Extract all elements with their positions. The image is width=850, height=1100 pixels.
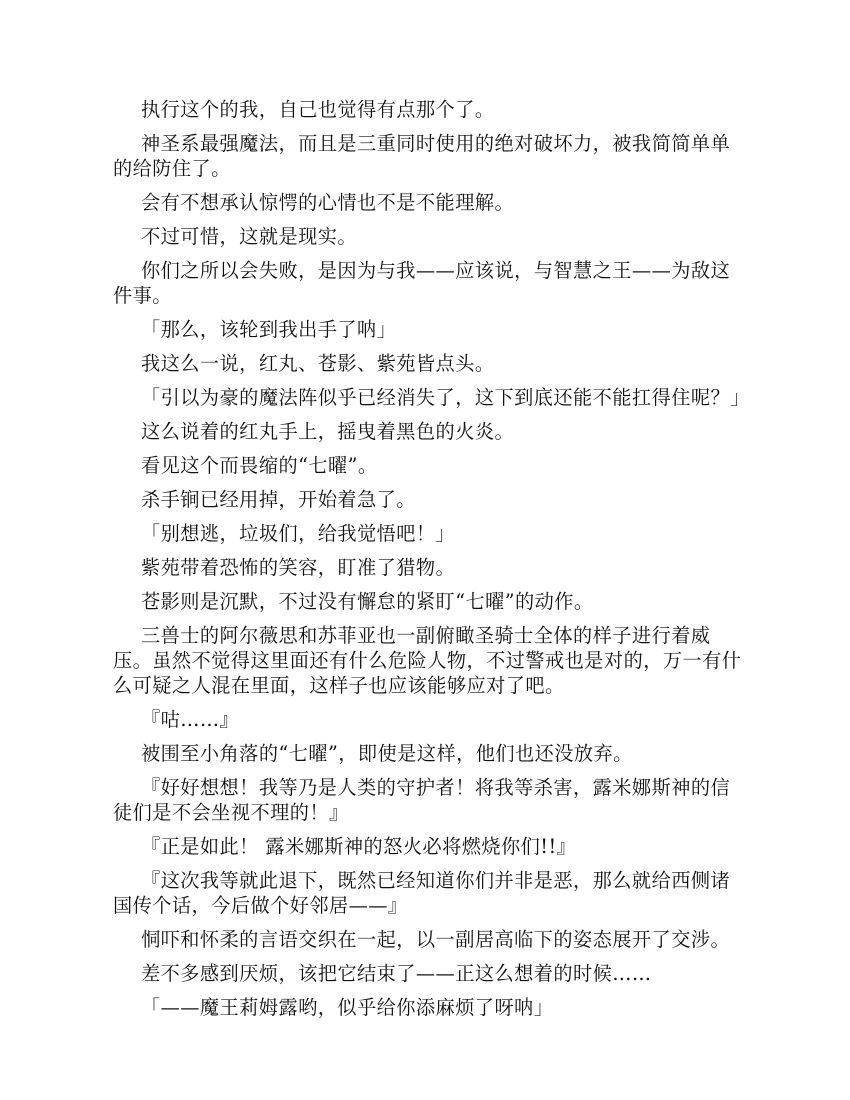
paragraph: 苍影则是沉默，不过没有懈怠的紧盯“七曜”的动作。 bbox=[141, 590, 594, 613]
novel-text bbox=[113, 97, 750, 1029]
paragraph: 被围至小角落的“七曜”，即使是这样，他们也还没放弃。 bbox=[141, 742, 633, 765]
paragraph: 「那么，该轮到我出手了呐」 bbox=[141, 318, 397, 341]
paragraph: 会有不想承认惊愕的心情也不是不能理解。 bbox=[141, 191, 515, 214]
paragraph: 看见这个而畏缩的“七曜”。 bbox=[141, 454, 378, 477]
paragraph: 执行这个的我，自己也觉得有点那个了。 bbox=[141, 98, 495, 121]
paragraph: 紫苑带着恐怖的笑容，盯准了猎物。 bbox=[141, 556, 456, 579]
paragraph: 『正是如此！ 露米娜斯神的怒火必将燃烧你们!!』 bbox=[141, 835, 577, 858]
paragraph: 你们之所以会失败，是因为与我——应该说，与智慧之王——为敌这件事。 bbox=[113, 259, 731, 307]
paragraph: 三兽士的阿尔薇思和苏菲亚也一副俯瞰圣骑士全体的样子进行着威压。虽然不觉得这里面还有什么危险人物，不过警戒也是对的，万一有什么可疑之人混在里面，这样子也应该能够应对了吧。 bbox=[113, 624, 742, 697]
paragraph: 我这么一说，红丸、苍影、紫苑皆点头。 bbox=[141, 352, 495, 375]
paragraph: 不过可惜，这就是现实。 bbox=[141, 225, 358, 248]
paragraph: 神圣系最强魔法，而且是三重同时使用的绝对破坏力，被我简简单单的给防住了。 bbox=[113, 132, 731, 180]
paragraph: 『好好想想！我等乃是人类的守护者！将我等杀害，露米娜斯神的信徒们是不会坐视不理的！』 bbox=[113, 776, 731, 824]
paragraph: 差不多感到厌烦，该把它结束了——正这么想着的时候…… bbox=[141, 962, 652, 985]
paragraph: 「别想逃，垃圾们，给我觉悟吧！」 bbox=[141, 522, 456, 545]
paragraph: 『咕……』 bbox=[141, 708, 240, 731]
paragraph: 『这次我等就此退下，既然已经知道你们并非是恶，那么就给西侧诸国传个话，今后做个好邻居——』 bbox=[113, 869, 731, 917]
paragraph: 恫吓和怀柔的言语交织在一起，以一副居高临下的姿态展开了交涉。 bbox=[141, 928, 731, 951]
paragraph: 「——魔王莉姆露哟，似乎给你添麻烦了呀呐」 bbox=[141, 996, 554, 1019]
paragraph: 这么说着的红丸手上，摇曳着黑色的火炎。 bbox=[141, 420, 515, 443]
paragraph: 杀手锏已经用掉，开始着急了。 bbox=[141, 488, 416, 511]
paragraph: 「引以为豪的魔法阵似乎已经消失了，这下到底还能不能扛得住呢？」 bbox=[141, 386, 750, 409]
